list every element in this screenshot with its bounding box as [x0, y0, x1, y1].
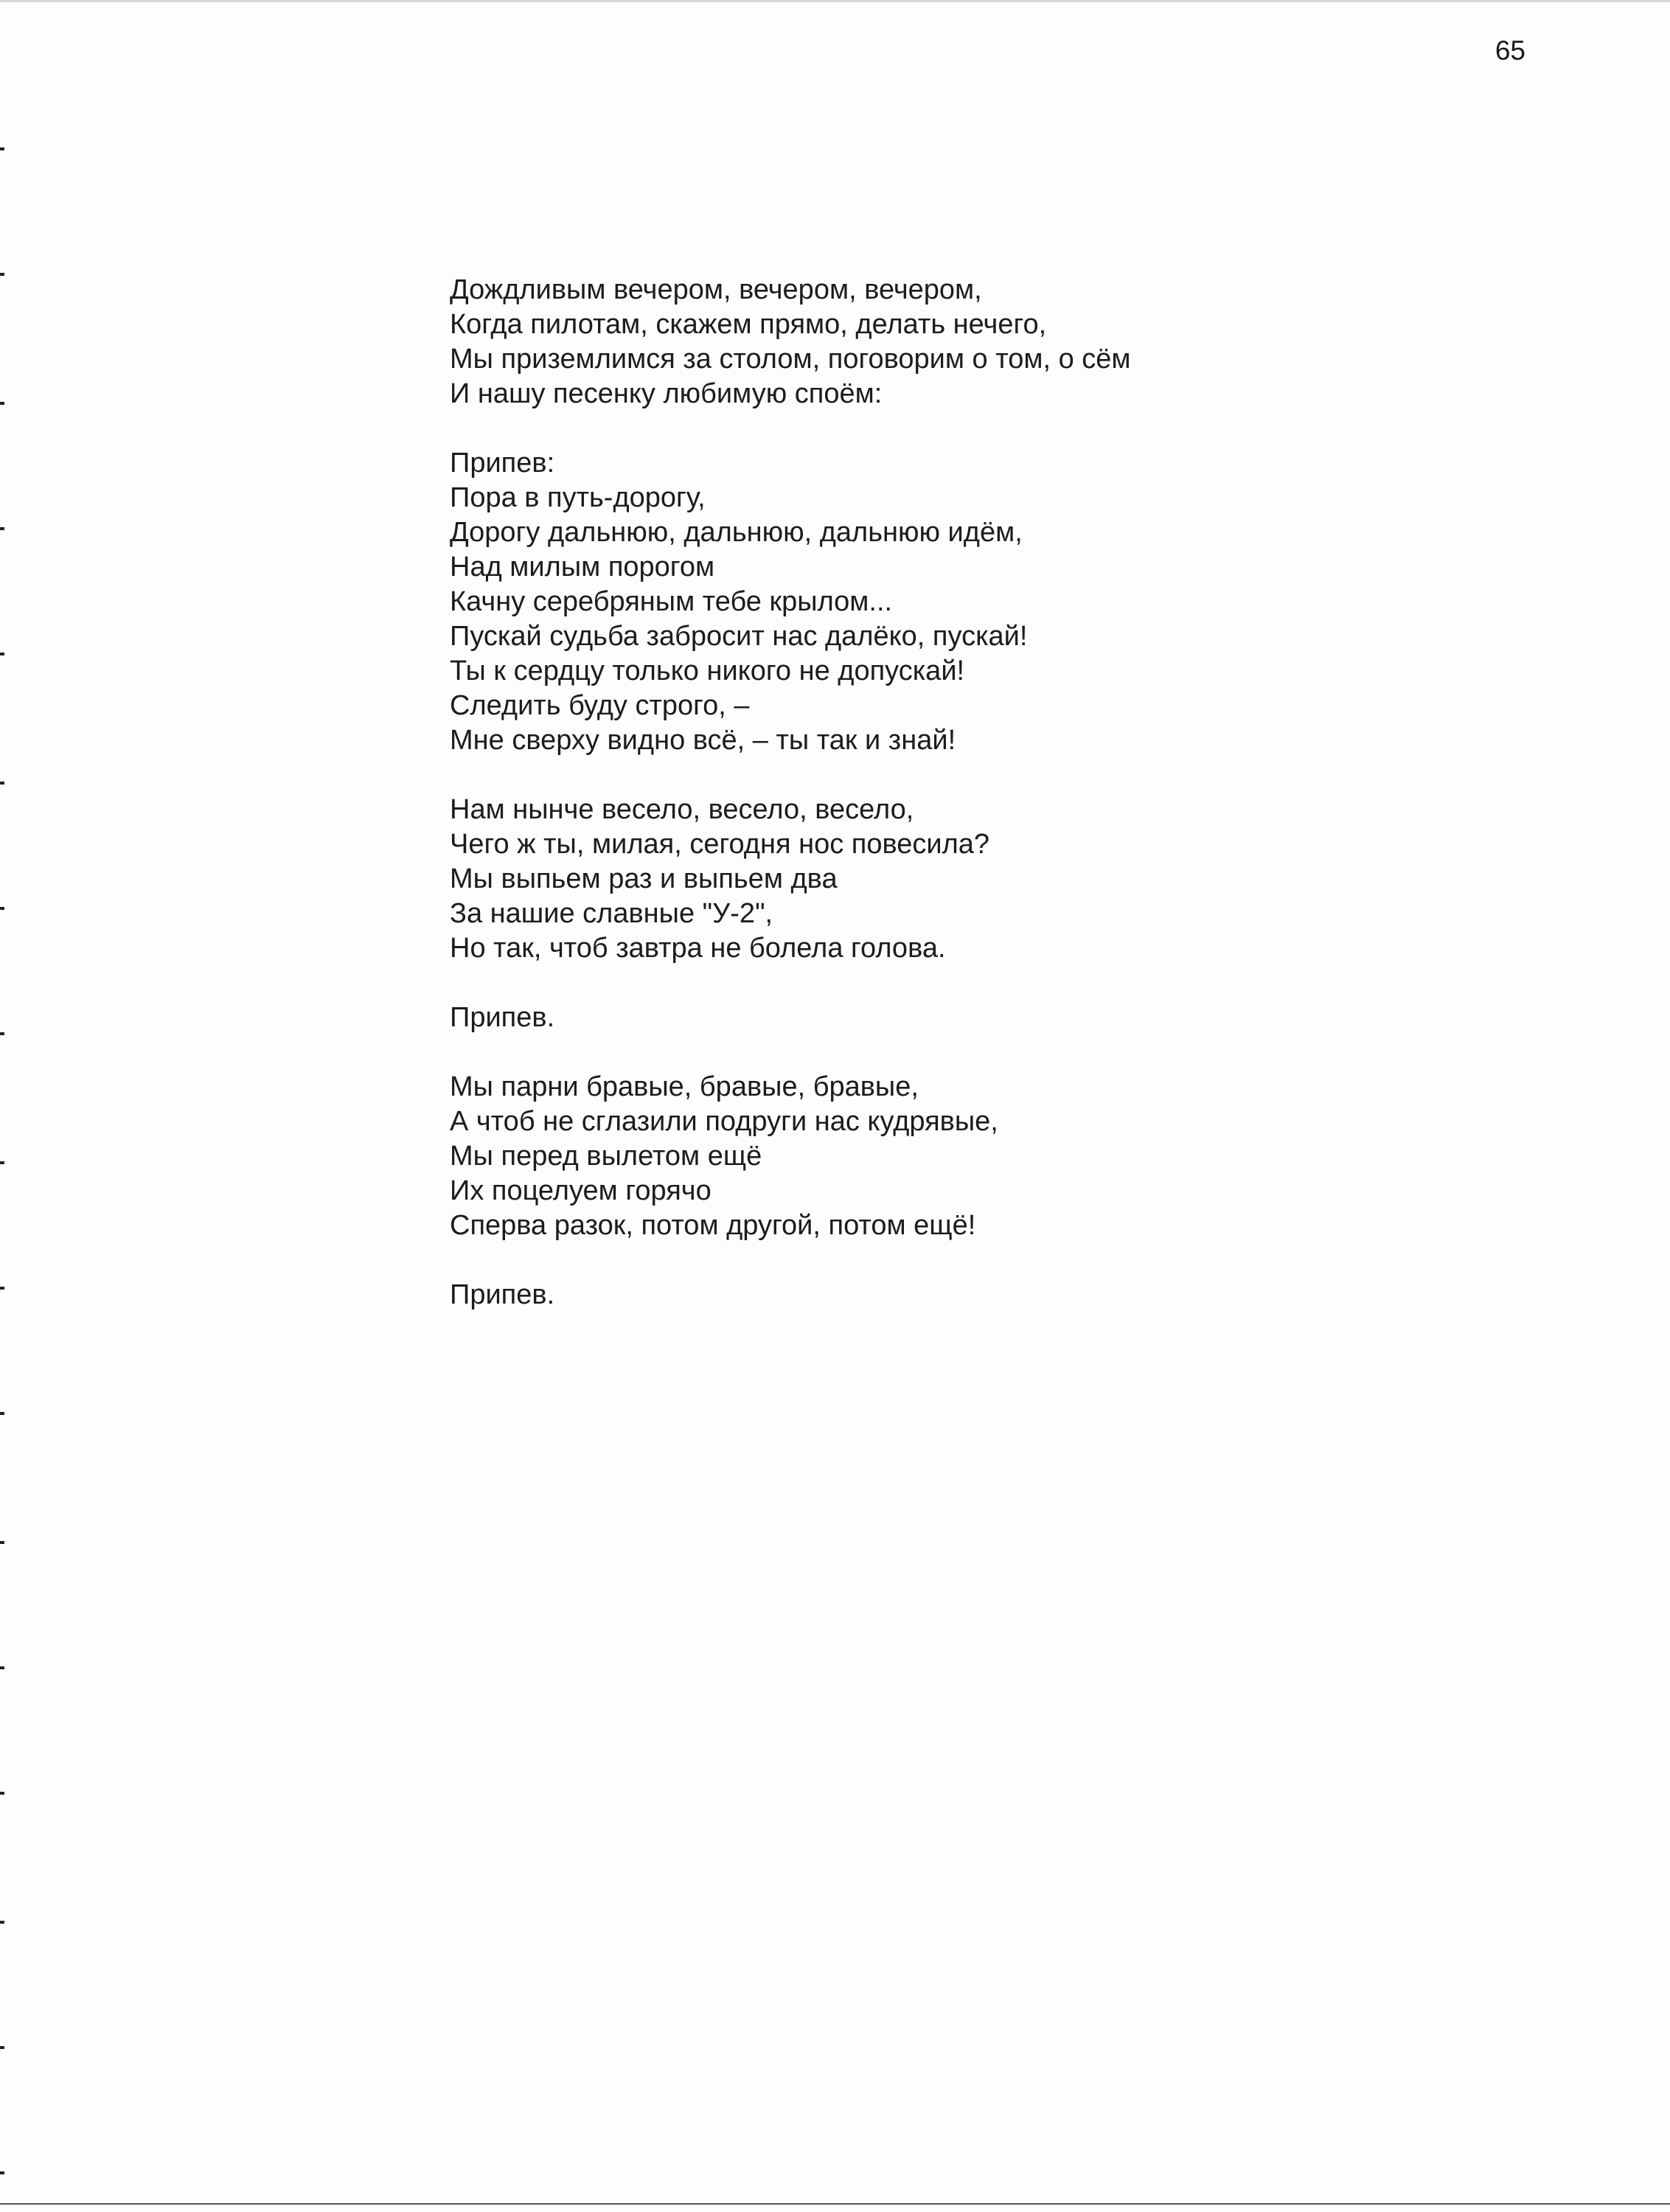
scan-edge-tick	[0, 147, 4, 150]
lyric-line: Мне сверху видно всё, – ты так и знай!	[450, 725, 956, 756]
scan-top-edge	[0, 0, 1670, 2]
lyric-line: А чтоб не сглазили подруги нас кудрявые,	[450, 1106, 998, 1137]
scan-bottom-edge	[0, 2203, 1670, 2205]
scan-edge-tick	[0, 1412, 4, 1415]
scan-edge-tick	[0, 2046, 4, 2049]
lyric-line: Чего ж ты, милая, сегодня нос повесила?	[450, 829, 990, 860]
scan-edge-tick	[0, 527, 4, 530]
scan-edge-tick	[0, 1666, 4, 1669]
lyric-line: Пора в путь-дорогу,	[450, 482, 706, 513]
lyric-line: Над милым порогом	[450, 552, 715, 582]
lyric-line: Когда пилотам, скажем прямо, делать нечего,	[450, 309, 1047, 340]
chorus-reference: Припев.	[450, 1279, 555, 1310]
lyric-line: Дождливым вечером, вечером, вечером,	[450, 274, 982, 305]
page-number: 65	[1495, 35, 1525, 66]
scan-edge-tick	[0, 2171, 4, 2174]
stanza-2	[450, 793, 1482, 966]
stanza-chorus-ref-2	[450, 1278, 1482, 1312]
scan-edge-tick	[0, 1541, 4, 1544]
stanza-chorus	[450, 446, 1482, 758]
lyric-line: Их поцелуем горячо	[450, 1175, 712, 1206]
lyric-line: Сперва разок, потом другой, потом ещё!	[450, 1210, 976, 1241]
chorus-reference: Припев.	[450, 1002, 555, 1033]
lyric-line: И нашу песенку любимую споём:	[450, 378, 883, 409]
lyric-line: За нашие славные "У-2",	[450, 898, 773, 929]
scan-edge-tick	[0, 402, 4, 405]
scan-edge-tick	[0, 907, 4, 910]
lyric-line: Мы перед вылетом ещё	[450, 1141, 762, 1172]
scan-edge-tick	[0, 1032, 4, 1035]
lyric-line: Ты к сердцу только никого не допускай!	[450, 655, 965, 686]
scan-edge-tick	[0, 782, 4, 785]
lyric-line: Пускай судьба забросит нас далёко, пускай!	[450, 621, 1028, 652]
stanza-chorus-ref-1	[450, 1001, 1482, 1035]
scan-left-edge-marks	[0, 0, 4, 2212]
chorus-heading: Припев:	[450, 448, 555, 479]
scan-edge-tick	[0, 1287, 4, 1290]
scan-edge-tick	[0, 653, 4, 655]
lyric-line: Нам нынче весело, весело, весело,	[450, 794, 914, 825]
lyric-line: Мы парни бравые, бравые, бравые,	[450, 1071, 919, 1102]
stanza-3	[450, 1070, 1482, 1243]
lyric-line: Качну серебряным тебе крылом...	[450, 586, 893, 617]
lyric-line: Следить буду строго, –	[450, 690, 750, 721]
scan-edge-tick	[0, 273, 4, 276]
scan-edge-tick	[0, 1792, 4, 1795]
lyric-line: Дорогу дальнюю, дальнюю, дальнюю идём,	[450, 517, 1023, 548]
scan-edge-tick	[0, 1161, 4, 1164]
lyric-line: Мы приземлимся за столом, поговорим о том, о сём	[450, 344, 1131, 375]
lyric-line: Но так, чтоб завтра не болела голова.	[450, 933, 946, 964]
scan-edge-tick	[0, 1921, 4, 1924]
lyric-line: Мы выпьем раз и выпьем два	[450, 863, 838, 894]
stanza-1	[450, 273, 1482, 411]
song-lyrics	[450, 273, 1482, 1312]
